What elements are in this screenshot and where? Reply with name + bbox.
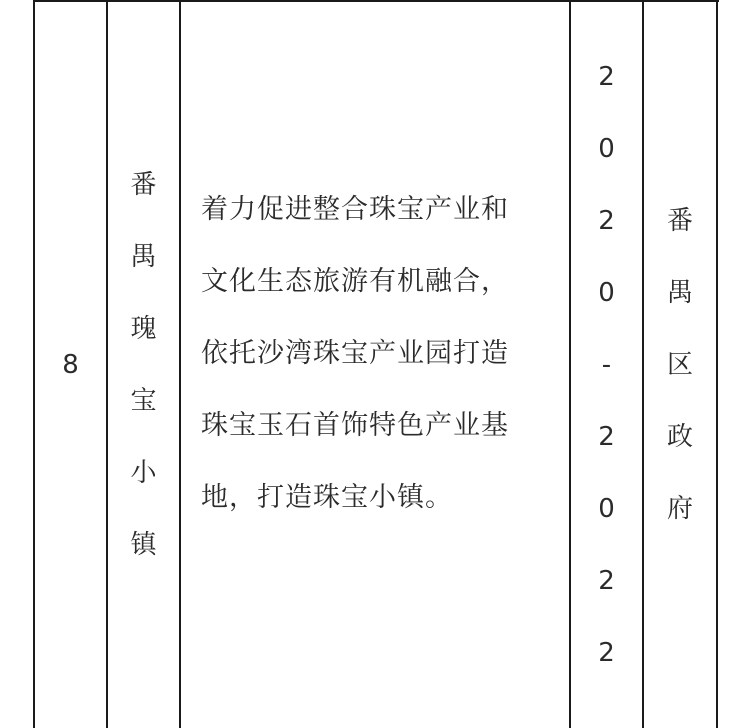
project-period-char: 0 <box>598 134 615 164</box>
project-description: 着力促进整合珠宝产业和文化生态旅游有机融合，依托沙湾珠宝产业园打造珠宝玉石首饰特色产业基地，打造珠宝小镇。 <box>201 194 509 513</box>
description-cell <box>181 0 569 717</box>
project-period-char: - <box>601 350 612 380</box>
project-period-char: 2 <box>598 422 615 452</box>
name-cell <box>108 2 179 728</box>
period-cell <box>571 2 642 728</box>
project-name-char: 宝 <box>130 386 157 416</box>
project-period-char: 2 <box>598 566 615 596</box>
project-name-char: 镇 <box>130 530 157 560</box>
project-name-char: 小 <box>130 458 157 488</box>
project-name-char: 番 <box>130 170 157 200</box>
project-period-char: 2 <box>598 206 615 236</box>
project-period-char: 2 <box>598 638 615 668</box>
owner-cell <box>644 2 716 728</box>
responsible-unit-char: 政 <box>666 422 693 452</box>
project-name <box>130 149 156 581</box>
row-index: 8 <box>62 350 79 380</box>
responsible-unit-char: 区 <box>666 350 693 380</box>
index-cell <box>35 2 106 728</box>
responsible-unit-char: 番 <box>666 206 693 236</box>
responsible-unit-char: 禺 <box>666 278 693 308</box>
project-period-char: 2 <box>598 62 615 92</box>
project-period-char: 0 <box>598 494 615 524</box>
project-period <box>598 41 615 689</box>
responsible-unit <box>667 185 693 545</box>
project-period-char: 0 <box>598 278 615 308</box>
responsible-unit-char: 府 <box>666 494 693 524</box>
column-divider <box>716 0 718 728</box>
project-name-char: 瑰 <box>130 314 157 344</box>
project-name-char: 禺 <box>130 242 157 272</box>
